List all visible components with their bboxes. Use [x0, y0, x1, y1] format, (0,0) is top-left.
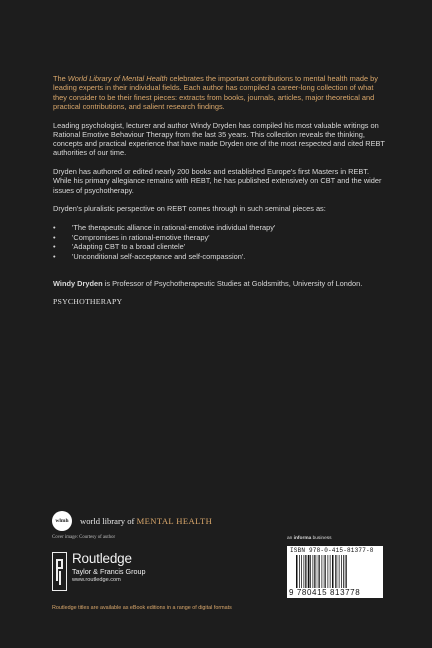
barcode-bar — [308, 555, 310, 588]
series-emblem-icon — [52, 511, 72, 531]
barcode-bar — [325, 555, 326, 588]
barcode-bar — [322, 555, 323, 588]
barcode-bar — [301, 555, 302, 588]
barcode-bar — [335, 555, 336, 588]
barcode-bar — [313, 555, 314, 588]
barcode-bar — [299, 555, 300, 588]
barcode-bar — [330, 555, 331, 588]
series-name — [80, 516, 212, 526]
series-prefix: world library of — [80, 516, 137, 526]
barcode-bar — [318, 555, 319, 588]
publisher-name: Routledge — [72, 551, 132, 566]
isbn-label: ISBN 978-0-415-81377-8 — [290, 547, 374, 554]
barcode-bar — [328, 555, 329, 588]
informa-tagline — [287, 536, 332, 541]
barcode-bar — [332, 555, 334, 588]
informa-prefix: an — [287, 536, 294, 541]
barcode-bar — [319, 555, 320, 588]
list-item: • 'Adapting CBT to a broad clientele' — [53, 242, 385, 252]
barcode-bar — [305, 555, 306, 588]
intro-body-text: celebrates the important contributions to mental health made by leading experts in their individual fields. Each author has compiled a career-long collection of what they consider to be their finest pieces: extracts from books, journals, articles, major theoretical and practical contributions, and salient research findings. — [53, 74, 378, 111]
barcode-bar — [345, 555, 346, 588]
series-title-italic: World Library of Mental Health — [67, 74, 168, 83]
paragraph-compiled: Leading psychologist, lecturer and author Windy Dryden has compiled his most valuable writings on Rational Emotive Behaviour Therapy from the last 35 years. This collection reveals the thinking, concepts and practical experience that have made Dryden one of the most respected and cited REBT authorities of our time. — [53, 120, 385, 158]
list-item: • 'Compromises in rational-emotive therapy' — [53, 233, 385, 243]
informa-suffix: business — [311, 536, 332, 541]
author-name: Windy Dryden — [53, 278, 103, 288]
barcode-bars — [296, 555, 376, 589]
intro-paragraph — [53, 74, 385, 111]
barcode-bar — [307, 555, 308, 588]
paragraph-perspective: Dryden's pluralistic perspective on REBT comes through in such seminal pieces as: — [53, 204, 326, 214]
seminal-pieces-list — [53, 223, 385, 261]
ebook-note: Routledge titles are available as eBook editions in a range of digital formats — [52, 605, 232, 611]
publisher-logo — [52, 552, 146, 591]
publisher-text — [72, 552, 146, 591]
barcode-bar — [304, 555, 305, 588]
series-main-name: MENTAL HEALTH — [136, 516, 213, 526]
list-item: • 'The therapeutic alliance in rational-emotive individual therapy' — [53, 223, 385, 233]
barcode-bar — [337, 555, 338, 588]
publisher-url: www.routledge.com — [72, 577, 121, 583]
barcode-bar — [296, 555, 298, 588]
barcode-bar — [310, 555, 311, 588]
barcode-digits: 9 780415 813778 — [289, 588, 361, 597]
category-label: PSYCHOTHERAPY — [53, 297, 123, 307]
routledge-logo-icon — [52, 552, 67, 591]
barcode-bar — [314, 555, 315, 588]
barcode-bar — [343, 555, 344, 588]
author-bio — [53, 279, 385, 288]
blurb — [53, 74, 385, 306]
cover-credit: Cover image: Courtesy of author — [52, 535, 116, 540]
isbn-barcode — [287, 546, 383, 598]
publisher-group: Taylor & Francis Group — [72, 567, 146, 576]
list-item: • 'Unconditional self-acceptance and self-compassion'. — [53, 252, 385, 262]
paragraph-books: Dryden has authored or edited nearly 200 books and established Europe's first Masters in REBT. While his primary allegiance remains with REBT, he has published extensively on CBT and the wider issues of psychotherapy. — [53, 167, 382, 195]
barcode-bar — [316, 555, 317, 588]
intro-lead-text: The — [53, 74, 68, 83]
barcode-bar — [324, 555, 325, 588]
barcode-bar — [339, 555, 340, 588]
series-emblem-text: wlmh — [55, 518, 69, 524]
informa-brand: informa — [293, 536, 312, 541]
barcode-bar — [341, 555, 342, 588]
barcode-bar — [346, 555, 347, 588]
series-logo — [52, 510, 212, 532]
author-bio-text: is Professor of Psychotherapeutic Studies at Goldsmiths, University of London. — [102, 278, 363, 288]
